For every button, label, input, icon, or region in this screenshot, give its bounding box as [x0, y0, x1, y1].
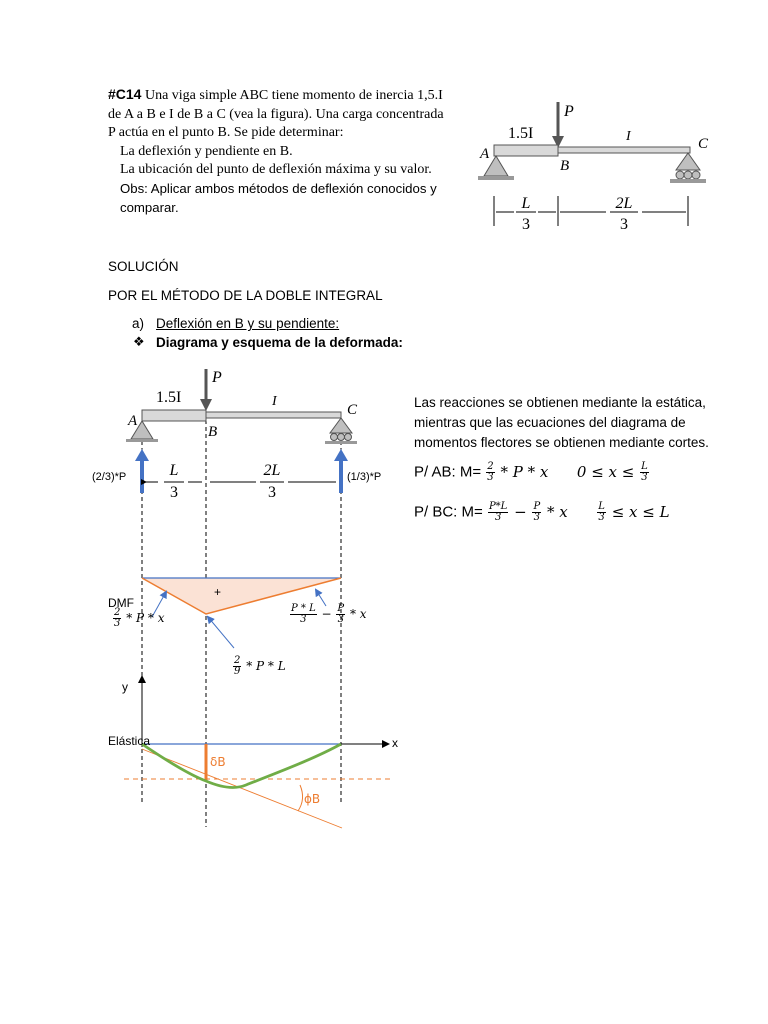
roller-wheel — [692, 171, 700, 179]
axis-x-label: x — [392, 736, 398, 750]
problem-intro: Una viga simple ABC tiene momento de inercia 1,5.I de A a B e I de B a C (vea la figura). Una carga concentrada P actúa en el punto B. Se pide determinar: — [108, 88, 444, 141]
inertia-ab-label: 1.5I — [508, 125, 534, 142]
ground-c — [325, 441, 357, 444]
dim1-den: 3 — [522, 216, 530, 233]
roller-wheel — [676, 171, 684, 179]
reaction-c-label: (1/3)*P — [347, 471, 382, 483]
ground-a — [126, 439, 158, 442]
roller-wheel — [345, 434, 352, 441]
solution-label: SOLUCIÓN — [108, 259, 179, 274]
point-c-label: C — [347, 402, 358, 418]
equation-bc-prefix: P/ BC: M= — [414, 503, 483, 521]
dim2-num: 2L — [615, 195, 633, 212]
roller-wheel — [338, 434, 345, 441]
problem-obs: Obs: Aplicar ambos métodos de deflexión conocidos y comparar. — [120, 180, 437, 215]
explanation-text: Las reacciones se obtienen mediante la estática, mientras que las ecuaciones del diagrama de momentos flectores se obtienen mediante cortes. — [414, 395, 709, 450]
point-a-label: A — [128, 413, 138, 429]
ground-c — [670, 179, 706, 183]
dim1-num: L — [521, 195, 531, 212]
reaction-arrowhead-a — [135, 449, 149, 461]
equation-ab — [414, 462, 650, 483]
dim2-num: 2L — [263, 462, 281, 479]
slope-tangent-b — [142, 749, 342, 828]
beam-segment-bc — [206, 412, 341, 418]
beam-segment-bc — [558, 147, 690, 153]
equation-bc-body: $\frac{P*L}{3}$ − $\frac{P}{3}$ * x $\frac{L}{3}$ ≤ x ≤ L — [488, 501, 670, 523]
moment-ab-expression: $\frac{2}{3}$ * P * x — [114, 607, 165, 629]
roller-wheel — [331, 434, 338, 441]
problem-code: #C14 — [108, 86, 142, 102]
beam-segment-ab — [142, 410, 206, 421]
phi-b-label: ϕB — [304, 792, 321, 806]
dmf-label: DMF — [108, 596, 134, 610]
point-b-label: B — [208, 424, 218, 440]
angle-arc — [298, 785, 303, 811]
equation-ab-prefix: P/ AB: M= — [414, 463, 482, 481]
bullet-title: Diagrama y esquema de la deformada: — [156, 335, 403, 350]
roller-support-c — [676, 153, 700, 170]
inertia-bc-label: I — [272, 394, 277, 409]
axis-y-label: y — [122, 680, 128, 694]
load-label: P — [564, 103, 574, 120]
annotation-arrow-b — [208, 617, 234, 648]
moment-bc-expression: $\frac{P * L}{3}$ − $\frac{P}{3}$ * x — [291, 603, 367, 625]
dim1-den: 3 — [170, 484, 178, 501]
equation-ab-body: $\frac{2}{3}$ * P * x 0 ≤ x ≤ $\frac{L}{3}$ — [487, 461, 648, 483]
fraction-two-ninths: $\frac{2}{9}$ — [234, 655, 241, 677]
diamond-bullet-icon: ❖ — [133, 334, 145, 349]
fraction-pl-over-3: $\frac{P * L}{3}$ — [291, 603, 316, 625]
dim2-den: 3 — [620, 216, 628, 233]
load-arrowhead — [200, 399, 212, 411]
dim1-num: L — [169, 462, 179, 479]
load-label: P — [212, 369, 222, 386]
problem-statement — [108, 85, 453, 217]
dmf-sign: + — [214, 585, 222, 599]
elastic-label: Elástica — [108, 734, 151, 748]
delta-b-label: δB — [210, 755, 226, 769]
equation-bc — [414, 502, 670, 523]
subsection-title: Deflexión en B y su pendiente: — [156, 316, 340, 331]
point-a-label: A — [480, 146, 490, 162]
dim2-den: 3 — [268, 484, 276, 501]
inertia-bc-label: I — [626, 129, 631, 144]
moment-max-expression: $\frac{2}{9}$ * P * L — [234, 655, 286, 677]
roller-support-c — [330, 418, 352, 433]
roller-wheel — [684, 171, 692, 179]
reaction-arrowhead-c — [334, 449, 348, 461]
solution-figure — [92, 365, 400, 835]
problem-item-1: La deflexión y pendiente en B. — [120, 143, 293, 159]
point-c-label: C — [698, 136, 709, 152]
subsection-marker: a) — [132, 316, 145, 331]
fraction-p-over-3: $\frac{P}{3}$ — [337, 603, 345, 625]
ground-a — [478, 176, 514, 180]
problem-beam-figure — [470, 96, 720, 236]
inertia-ab-label: 1.5I — [156, 389, 182, 406]
problem-item-2: La ubicación del punto de deflexión máxima y su valor. — [120, 162, 432, 178]
reaction-a-label: (2/3)*P — [92, 471, 127, 483]
point-b-label: B — [560, 158, 570, 174]
elastic-curve — [142, 744, 341, 788]
method-label: POR EL MÉTODO DE LA DOBLE INTEGRAL — [108, 288, 383, 303]
beam-segment-ab — [494, 145, 558, 156]
fraction-two-thirds: $\frac{2}{3}$ — [114, 607, 121, 629]
